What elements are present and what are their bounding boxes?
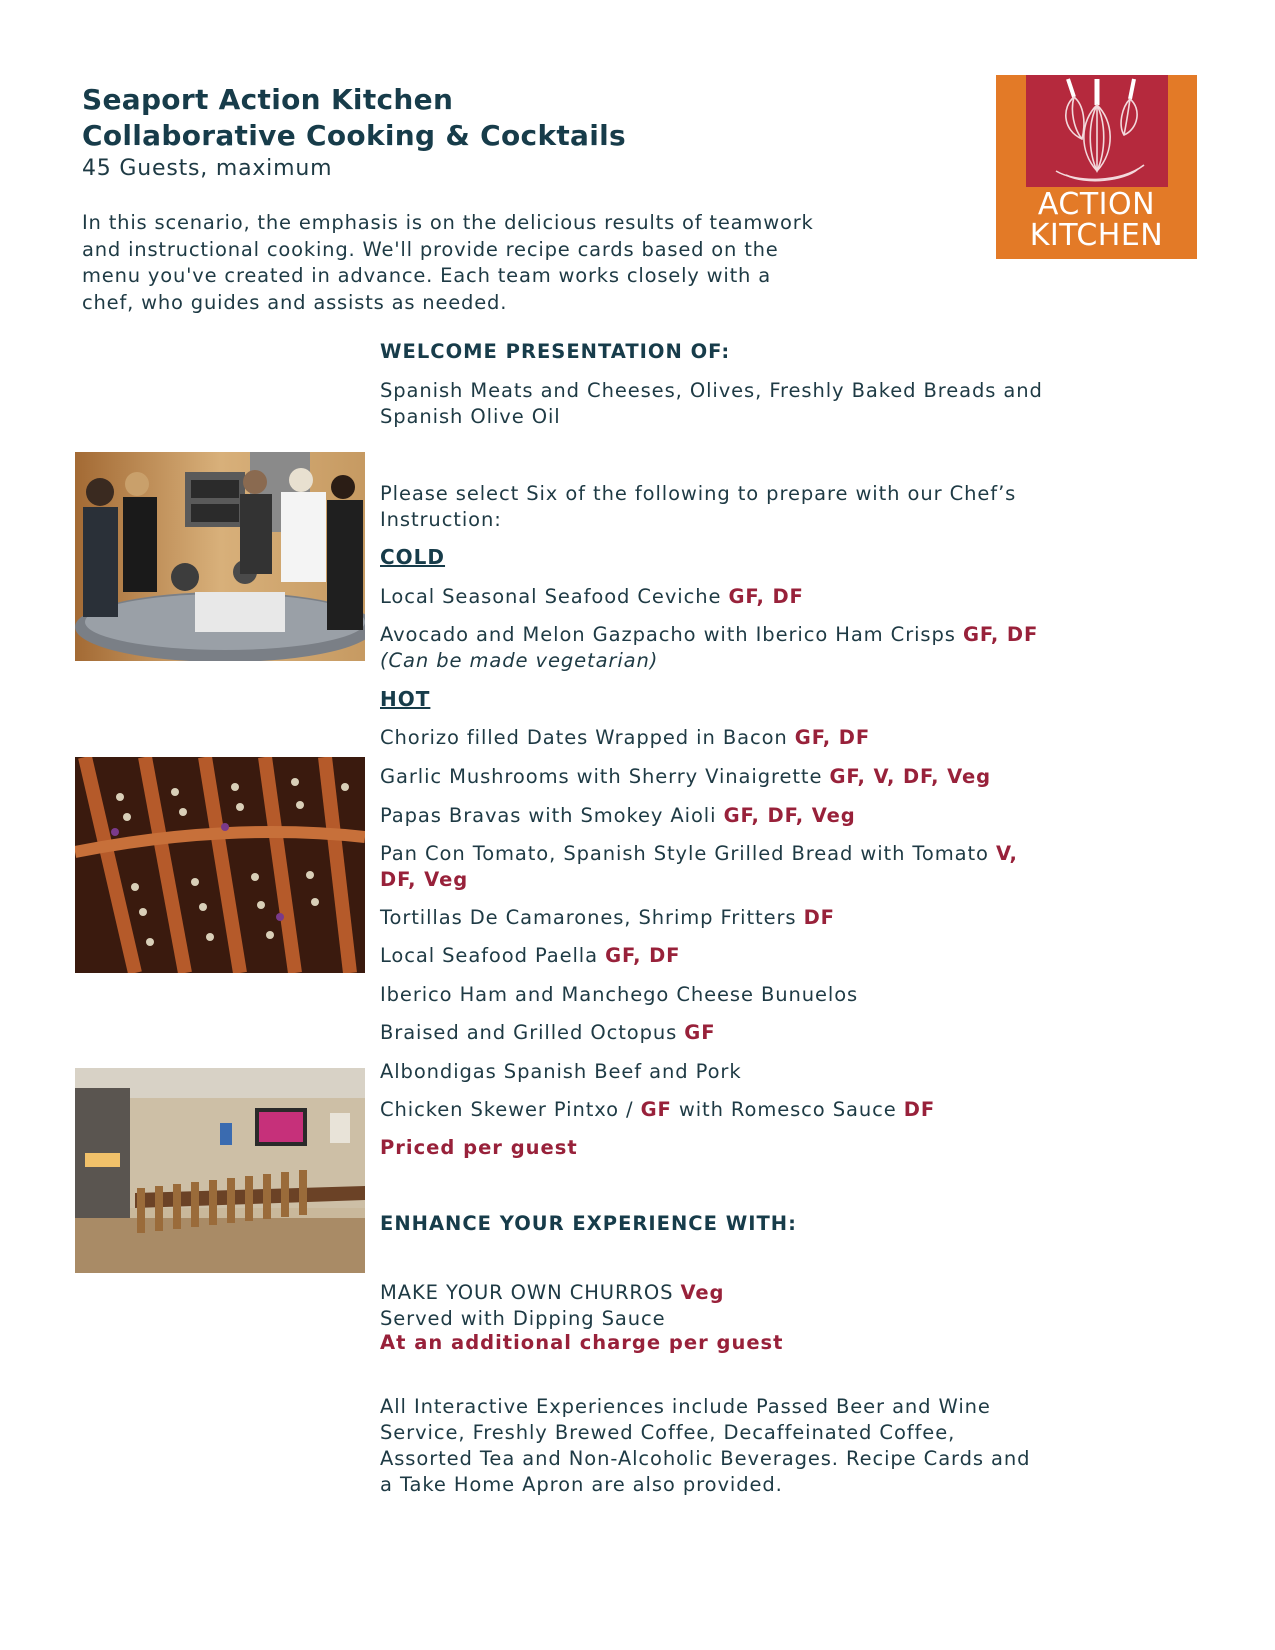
menu-item [380, 905, 835, 931]
logo-text-kitchen: KITCHEN [1029, 218, 1164, 253]
item-note: (Can be made vegetarian) [380, 649, 659, 672]
diet-tags: GF [684, 1021, 716, 1044]
menu-item [380, 725, 870, 751]
action-kitchen-logo [996, 75, 1197, 259]
cold-heading: COLD [380, 545, 446, 569]
enhance-item [380, 1280, 724, 1306]
selection-line: Instruction: [380, 508, 502, 531]
item-name: Local Seasonal Seafood Ceviche [380, 585, 722, 608]
item-name: Local Seafood Paella [380, 944, 598, 967]
diet-tags: DF [903, 1098, 936, 1121]
price-note: Priced per guest [380, 1136, 578, 1159]
wine-rack-photo [75, 757, 365, 973]
inclusions-line: Service, Freshly Brewed Coffee, Decaffeinated Coffee, [380, 1421, 956, 1444]
item-name: Pan Con Tomato, Spanish Style Grilled Bread with Tomato [380, 842, 989, 865]
enhance-description: Served with Dipping Sauce [380, 1307, 666, 1330]
item-name: Tortillas De Camarones, Shrimp Fritters [380, 906, 797, 929]
enhance-item-name: MAKE YOUR OWN CHURROS [380, 1281, 674, 1304]
inclusions-line: a Take Home Apron are also provided. [380, 1473, 783, 1496]
item-name: Chicken Skewer Pintxo / [380, 1098, 634, 1121]
diet-tags: DF [803, 906, 835, 929]
menu-item [380, 803, 856, 829]
menu-item [380, 1020, 715, 1046]
selection-instruction [380, 481, 1016, 533]
menu-item [380, 943, 680, 969]
diet-tags: GF, DF [794, 726, 871, 749]
item-name: Papas Bravas with Smokey Aioli [380, 804, 717, 827]
title-line-1: Seaport Action Kitchen [82, 83, 454, 116]
diet-tags: DF, Veg [380, 868, 469, 891]
intro-line: and instructional cooking. We'll provide recipe cards based on the [82, 237, 779, 261]
diet-tags: Veg [680, 1281, 725, 1304]
menu-item [380, 841, 1018, 867]
intro-paragraph [82, 210, 952, 316]
welcome-line: Spanish Meats and Cheeses, Olives, Freshly Baked Breads and [380, 379, 1043, 402]
diet-tags: GF, DF, Veg [723, 804, 856, 827]
cooking-class-photo [75, 452, 365, 661]
inclusions-line: All Interactive Experiences include Passed Beer and Wine [380, 1395, 991, 1418]
intro-line: chef, who guides and assists as needed. [82, 290, 508, 314]
logo-text-action: ACTION [1037, 187, 1156, 222]
menu-item-continued [380, 867, 468, 893]
logo-inner-panel [1026, 75, 1168, 187]
enhance-heading: ENHANCE YOUR EXPERIENCE WITH: [380, 1212, 797, 1235]
diet-tags: V, [996, 842, 1018, 865]
diet-tags: GF, DF [962, 623, 1039, 646]
diet-tags: GF, V, DF, Veg [829, 765, 992, 788]
inclusions-paragraph [380, 1394, 1200, 1498]
item-name: Avocado and Melon Gazpacho with Iberico Ham Crisps [380, 623, 956, 646]
title-line-2: Collaborative Cooking & Cocktails [82, 119, 627, 152]
selection-line: Please select Six of the following to prepare with our Chef’s [380, 482, 1017, 505]
item-name: Albondigas Spanish Beef and Pork [380, 1060, 742, 1083]
item-name: Garlic Mushrooms with Sherry Vinaigrette [380, 765, 823, 788]
menu-item [380, 764, 991, 790]
intro-line: In this scenario, the emphasis is on the delicious results of teamwork [82, 211, 814, 234]
welcome-items [380, 378, 1043, 430]
menu-item [380, 982, 858, 1008]
item-name: Braised and Grilled Octopus [380, 1021, 678, 1044]
hot-heading: HOT [380, 687, 431, 711]
diet-tags: GF, DF [605, 944, 681, 967]
diet-tags: GF [640, 1098, 672, 1121]
whisk-icon [1026, 75, 1168, 187]
item-name: Chorizo filled Dates Wrapped in Bacon [380, 726, 788, 749]
menu-item [380, 584, 804, 610]
item-name: Iberico Ham and Manchego Cheese Bunuelos [380, 983, 859, 1006]
menu-item [380, 1059, 742, 1085]
additional-charge-note: At an additional charge per guest [380, 1331, 784, 1354]
inclusions-line: Assorted Tea and Non-Alcoholic Beverages. Recipe Cards and [380, 1447, 1031, 1470]
diet-tags: GF, DF [728, 585, 804, 608]
welcome-line: Spanish Olive Oil [380, 405, 561, 428]
menu-item [380, 1097, 935, 1123]
guest-capacity: 45 Guests, maximum [82, 156, 333, 181]
item-name-after: with Romesco Sauce [678, 1098, 897, 1121]
welcome-heading: WELCOME PRESENTATION OF: [380, 340, 731, 363]
intro-line: menu you've created in advance. Each team works closely with a [82, 264, 771, 287]
dining-room-photo [75, 1068, 365, 1273]
menu-item [380, 622, 1038, 648]
page-title [82, 82, 626, 154]
